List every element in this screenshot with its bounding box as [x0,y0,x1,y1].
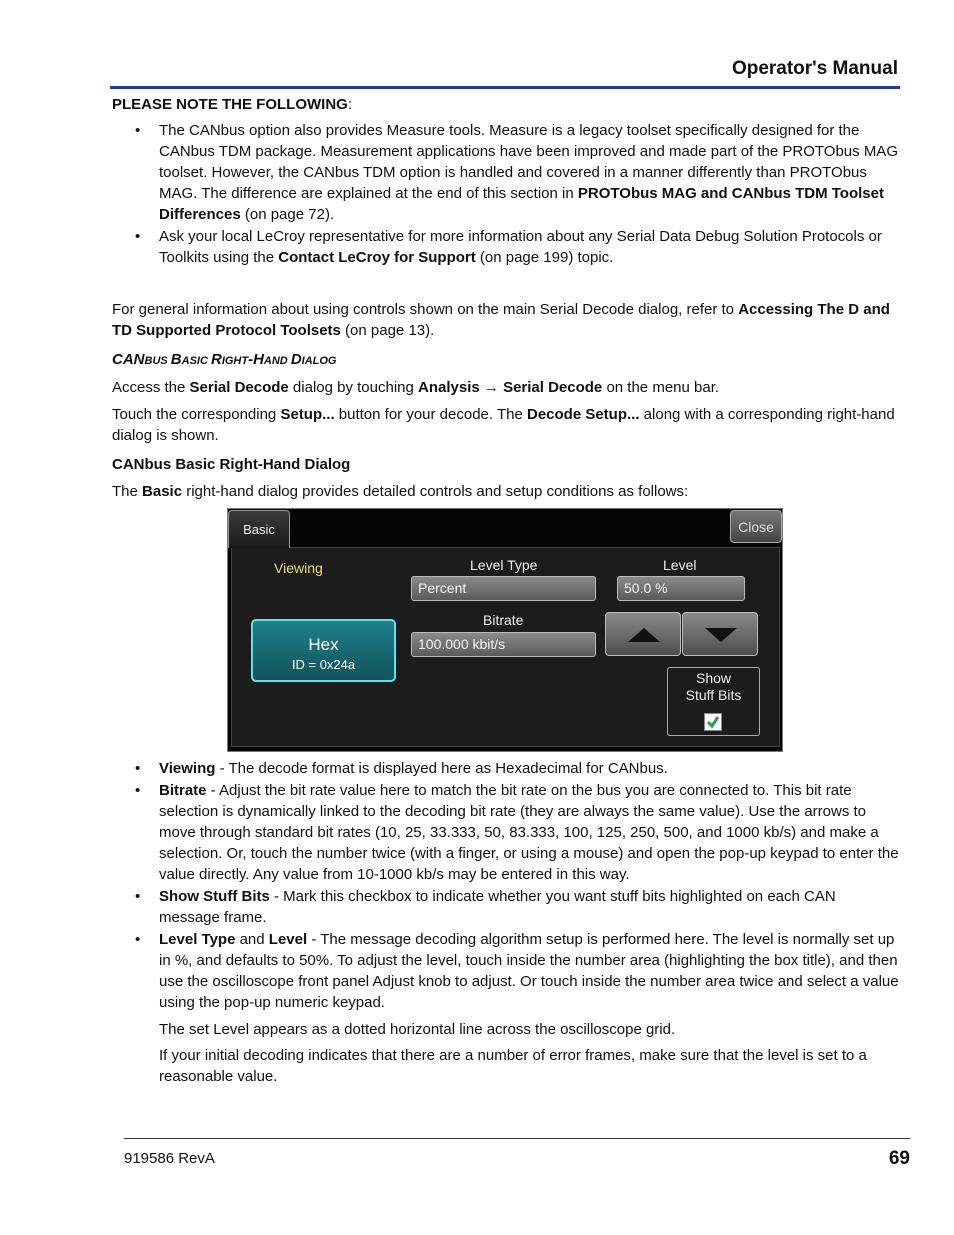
hex-label: Hex [308,635,339,654]
bitrate-field[interactable]: 100.000 kbit/s [411,632,596,657]
link-contact-lecroy[interactable]: Contact LeCroy for Support [278,249,476,266]
bitrate-label: Bitrate [483,612,524,628]
level-type-label: Level Type [470,557,538,573]
level-label: Level [663,557,697,573]
note-bullets [135,120,900,269]
item-bullets [135,758,900,1087]
header-rule [110,86,900,89]
list-item: • Bitrate - Adjust the bit rate value here to match the bit rate on the bus you are connected to. This bit rate selection is dynamically linked to the decoding bit rate (they are always the same value). Use the arrows to move through standard bit rates (10, 25, 33.333, 50, 83.333, 100, 125, 250, 500, and 1000 kb/s) and make a selection. Or, touch the number twice (with a finger, or using a mouse) and open the pop-up keypad to enter the value directly. Any value from 10-1000 kb/s may be entered in this way. [135,782,899,883]
list-item: • Show Stuff Bits - Mark this checkbox to indicate whether you want stuff bits highlighted on each CAN message frame. [135,888,836,926]
viewing-label: Viewing [274,560,323,576]
link-protobus-differences[interactable]: PROTObus MAG and CANbus TDM Toolset Differences [159,185,884,223]
footer-doc-number: 919586 RevA [124,1150,215,1167]
level-note-2: If your initial decoding indicates that there are a number of error frames, make sure that the level is set to a reasonable value. [159,1047,867,1085]
subheading: CANbus Basic Right-Hand Dialog [112,456,351,473]
link-accessing-toolsets[interactable]: Accessing The D and TD Supported Protocol Toolsets [112,301,890,339]
close-button[interactable]: Close [730,510,782,543]
list-item: • Viewing - The decode format is displayed here as Hexadecimal for CANbus. [135,760,668,777]
hex-id-label: ID = 0x24a [291,657,356,672]
level-field[interactable]: 50.0 % [617,576,745,601]
arrow-up-icon [606,613,682,657]
list-item: • The CANbus option also provides Measure tools. Measure is a legacy toolset specifically designed for the CANbus TDM package. Measurement applications have been improved and made part of the PROTObus MAG toolset. However, the CANbus TDM option is handled and covered in a manner differently than PROTObus MAG. The difference are explained at the end of this section in PROTObus MAG and CANbus TDM Toolset Differences (on page 72). [135,122,898,223]
arrow-down-icon [683,613,759,657]
checkmark-icon [705,714,721,730]
note-heading: PLEASE NOTE THE FOLLOWING: [112,96,353,113]
section-heading: CANBUS BASIC RIGHT-HAND DIALOG [112,351,337,368]
stuff-label-1: Show [695,670,732,686]
header-title: Operator's Manual [731,58,898,79]
bitrate-up-button[interactable] [605,612,681,656]
basic-intro: The Basic right-hand dialog provides detailed controls and setup conditions as follows: [112,483,689,500]
access-paragraph: Access the Serial Decode dialog by touching Analysis → Serial Decode on the menu bar. [112,379,720,396]
general-paragraph: For general information about using controls shown on the main Serial Decode dialog, refer to Accessing The D and TD Supported Protocol Toolsets (on page 13). [112,301,890,339]
touch-paragraph: Touch the corresponding Setup... button for your decode. The Decode Setup... along with a corresponding right-hand dialog is shown. [112,406,895,444]
stuff-bits-checkbox[interactable] [704,713,722,731]
tab-basic[interactable]: Basic [228,510,290,548]
footer-rule [124,1138,910,1139]
hex-button[interactable] [251,619,396,682]
level-note-1: The set Level appears as a dotted horizontal line across the oscilloscope grid. [159,1021,676,1038]
bitrate-down-button[interactable] [682,612,758,656]
list-item: • Ask your local LeCroy representative for more information about any Serial Data Debug Solution Protocols or Toolkits using the Contact LeCroy for Support (on page 199) topic. [135,228,882,266]
level-type-field[interactable]: Percent [411,576,596,601]
list-item: • Level Type and Level - The message decoding algorithm setup is performed here. The level is normally set up in %, and defaults to 50%. To adjust the level, touch inside the number area (highlighting the box title), and then use the oscilloscope front panel Adjust knob to adjust. Or touch inside the number area twice and select a value using the pop-up numeric keypad. [135,931,899,1011]
page-number: 69 [888,1148,910,1169]
stuff-label-2: Stuff Bits [685,687,742,703]
